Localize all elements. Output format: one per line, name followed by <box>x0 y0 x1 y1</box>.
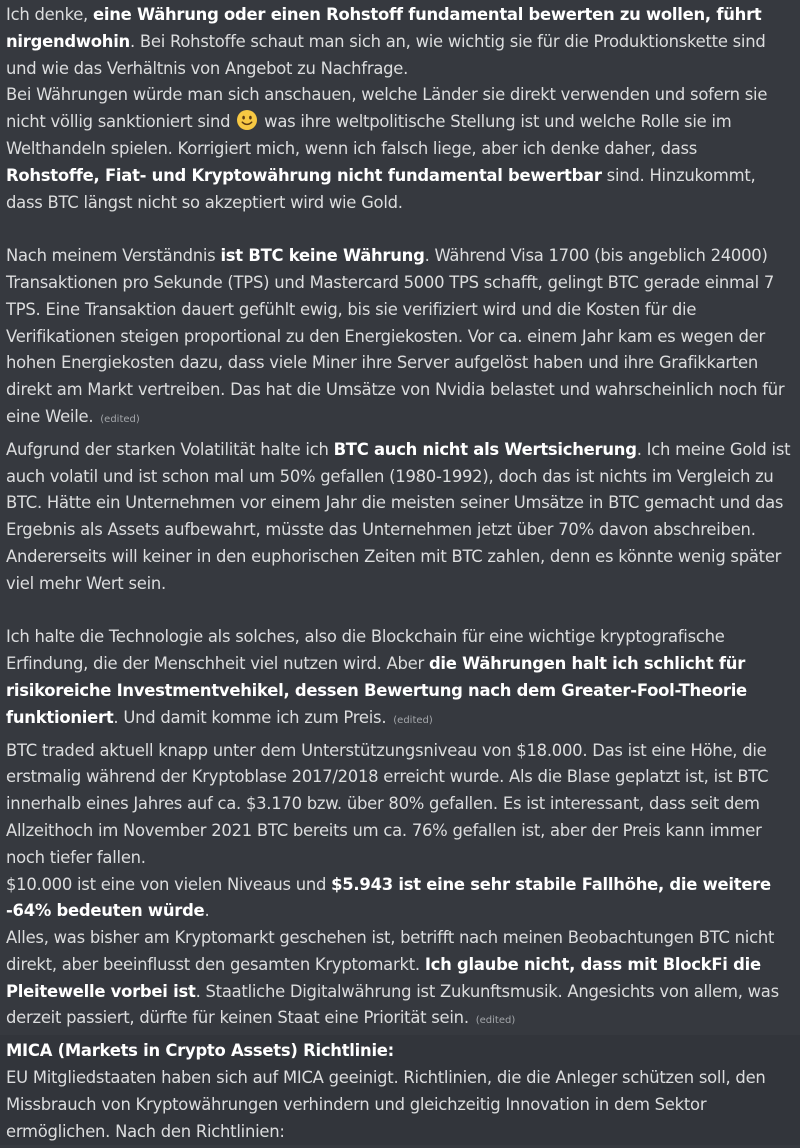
edited-label: (edited) <box>100 413 140 425</box>
message-text: . Staatliche Digitalwährung ist Zukunftsmusik. Angesichts von allem, was derzeit passiert, dürfte für keinen Staat eine Priorität sein. <box>6 981 784 1028</box>
message-text: BTC traded aktuell knapp unter dem Unterstützungsniveau von $18.000. Das ist eine Höhe, die erstmalig während der Kryptoblase 2017/2018 erreicht wurde. Als die Blase geplatzt ist, ist BTC innerhalb eines Jahres auf ca. $3.170 bzw. über 80% gefallen. Es ist interessant, dass seit dem Allzeithoch im November 2021 BTC bereits um ca. 76% gefallen ist, aber der Preis kann immer noch tiefer fallen. <box>6 740 774 867</box>
message-text: . Ich meine Gold ist auch volatil und ist schon mal um 50% gefallen (1980-1992), doch das ist nichts im Vergleich zu BTC. Hätte ein Unternehmen vor einem Jahr die meisten seiner Umsätze in BTC gemacht und das Ergebnis als Assets aufbewahrt, müsste das Unternehmen jetzt über 70% davon abschreiben. Andererseits will keiner in den euphorischen Zeiten mit BTC zahlen, denn es könnte wenig später viel mehr Wert sein. <box>6 439 796 593</box>
message-text: $10.000 ist eine von vielen Niveaus und <box>6 874 332 894</box>
message-paragraph <box>6 624 792 734</box>
message-text: . Während Visa 1700 (bis angeblich 24000) Transaktionen pro Sekunde (TPS) und Mastercard 5000 TPS schafft, gelingt BTC gerade einmal 7 TPS. Eine Transaktion dauert gefühlt ewig, bis sie verifiziert wird und die Kosten für die Verifikationen steigen proportional zu den Energiekosten. Vor ca. einem Jahr kam es wegen der hohen Energiekosten dazu, dass viele Miner ihre Server aufgelöst haben und ihre Grafikkarten direkt am Markt vertreiben. Das hat die Umsätze von Nvidia belastet und wahrscheinlich noch für eine Weile. <box>6 246 790 426</box>
chat-message[interactable] <box>0 0 800 434</box>
chat-message[interactable] <box>0 434 800 735</box>
message-paragraph <box>6 82 792 216</box>
message-text: sind. Hinzukommt, dass BTC längst nicht so akzeptiert wird wie Gold. <box>6 165 761 212</box>
bold-text: die Währungen halt ich schlicht für risikoreiche Investmentvehikel, dessen Bewertung nach dem Greater-Fool-Theorie funktioniert <box>6 654 753 727</box>
chat-message[interactable] <box>0 735 800 1036</box>
chat-message[interactable] <box>0 1035 800 1145</box>
message-text: . Und damit komme ich zum Preis. <box>113 707 387 727</box>
message-text: . <box>204 901 210 921</box>
paragraph-spacer <box>6 216 792 243</box>
message-paragraph <box>6 243 792 434</box>
message-paragraph <box>6 738 792 872</box>
edited-label: (edited) <box>475 1015 516 1027</box>
message-text: . Bei Rohstoffe schaut man sich an, wie wichtig sie für die Produktionskette sind und wie das Verhältnis von Angebot zu Nachfrage. <box>6 31 771 78</box>
message-text: Bei Währungen würde man sich anschauen, welche Länder sie direkt verwenden und sofern sie nicht völlig sanktioniert sind <box>6 85 773 132</box>
edited-label: (edited) <box>393 714 433 726</box>
bold-text: Rohstoffe, Fiat- und Kryptowährung nicht fundamental bewertbar <box>6 165 602 185</box>
message-paragraph <box>6 925 792 1035</box>
message-paragraph <box>6 1065 792 1145</box>
bold-text: eine Währung oder einen Rohstoff fundamental bewerten zu wollen, führt nirgendwohin <box>6 5 767 51</box>
message-paragraph <box>6 2 792 82</box>
message-paragraph <box>6 1038 792 1065</box>
message-text: Alles, was bisher am Kryptomarkt geschehen ist, betrifft nach meinen Beobachtungen BTC nicht direkt, aber beeinflusst den gesamten Kryptomarkt. <box>6 928 780 974</box>
message-text: EU Mitgliedstaaten haben sich auf MICA geeinigt. Richtlinien, die die Anleger schützen soll, den Missbrauch von Kryptowährungen verhindern und gleichzeitig Innovation in dem Sektor ermöglichen. Nach den Richtlinien: <box>6 1068 771 1141</box>
message-text: Ich halte die Technologie als solches, also die Blockchain für eine wichtige kryptografische Erfindung, die der Menschheit viel nutzen wird. Aber <box>6 627 730 674</box>
message-text: Nach meinem Verständnis <box>6 246 221 266</box>
message-text: Aufgrund der starken Volatilität halte ich <box>6 439 334 459</box>
message-text: Ich denke, <box>6 5 93 24</box>
bold-text: BTC auch nicht als Wertsicherung <box>333 439 637 459</box>
bold-text: ist BTC keine Währung <box>220 246 425 266</box>
message-paragraph <box>6 437 796 598</box>
paragraph-spacer <box>6 598 792 625</box>
slightly-smiling-face-emoji <box>236 109 258 131</box>
message-text: was ihre weltpolitische Stellung ist und welche Rolle sie im Welthandeln spielen. Korrigiert mich, wenn ich falsch liege, aber ich denke daher, dass <box>6 112 737 158</box>
bold-text: Ich glaube nicht, dass mit BlockFi die Pleitewelle vorbei ist <box>6 954 767 1001</box>
bold-text: $5.943 ist eine sehr stabile Fallhöhe, die weitere -64% bedeuten würde <box>6 874 777 921</box>
message-paragraph <box>6 872 792 926</box>
bold-text: MICA (Markets in Crypto Assets) Richtlinie: <box>6 1041 394 1061</box>
